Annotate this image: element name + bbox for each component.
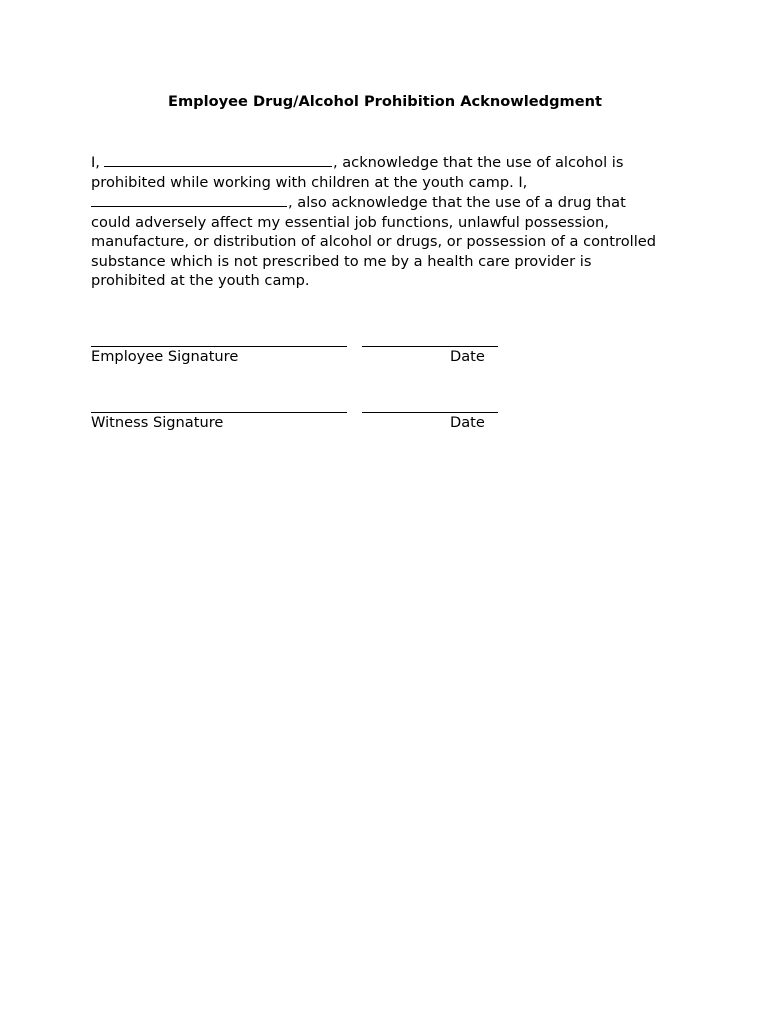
acknowledgment-paragraph <box>91 152 711 291</box>
paragraph-line-2: prohibited while working with children at the youth camp. I, <box>91 173 528 191</box>
employee-date-line[interactable] <box>362 346 498 347</box>
witness-signature-line[interactable] <box>91 412 347 413</box>
employee-signature-line[interactable] <box>91 346 347 347</box>
line1-suffix: , acknowledge that the use of alcohol is <box>332 154 624 171</box>
document-title: Employee Drug/Alcohol Prohibition Acknowledgment <box>167 93 603 110</box>
line3-suffix: , also acknowledge that the use of a drug that <box>288 194 626 211</box>
paragraph-line-3 <box>91 192 711 213</box>
paragraph-line-4: could adversely affect my essential job functions, unlawful possession, <box>91 213 609 231</box>
paragraph-line-1 <box>91 152 711 173</box>
employee-signature-block <box>91 331 511 371</box>
witness-date-line[interactable] <box>362 412 498 413</box>
witness-date-label: Date <box>450 414 485 431</box>
witness-signature-label: Witness Signature <box>91 414 224 431</box>
employee-name-blank-2[interactable] <box>91 192 287 207</box>
line1-prefix: I, <box>91 154 100 171</box>
paragraph-line-6: substance which is not prescribed to me by a health care provider is <box>91 252 592 270</box>
paragraph-line-5: manufacture, or distribution of alcohol or drugs, or possession of a controlled <box>91 233 656 250</box>
employee-date-label: Date <box>450 348 485 365</box>
employee-signature-label: Employee Signature <box>91 348 239 365</box>
witness-signature-block <box>91 397 511 437</box>
employee-name-blank-1[interactable] <box>104 152 332 167</box>
paragraph-line-7: prohibited at the youth camp. <box>91 272 310 289</box>
